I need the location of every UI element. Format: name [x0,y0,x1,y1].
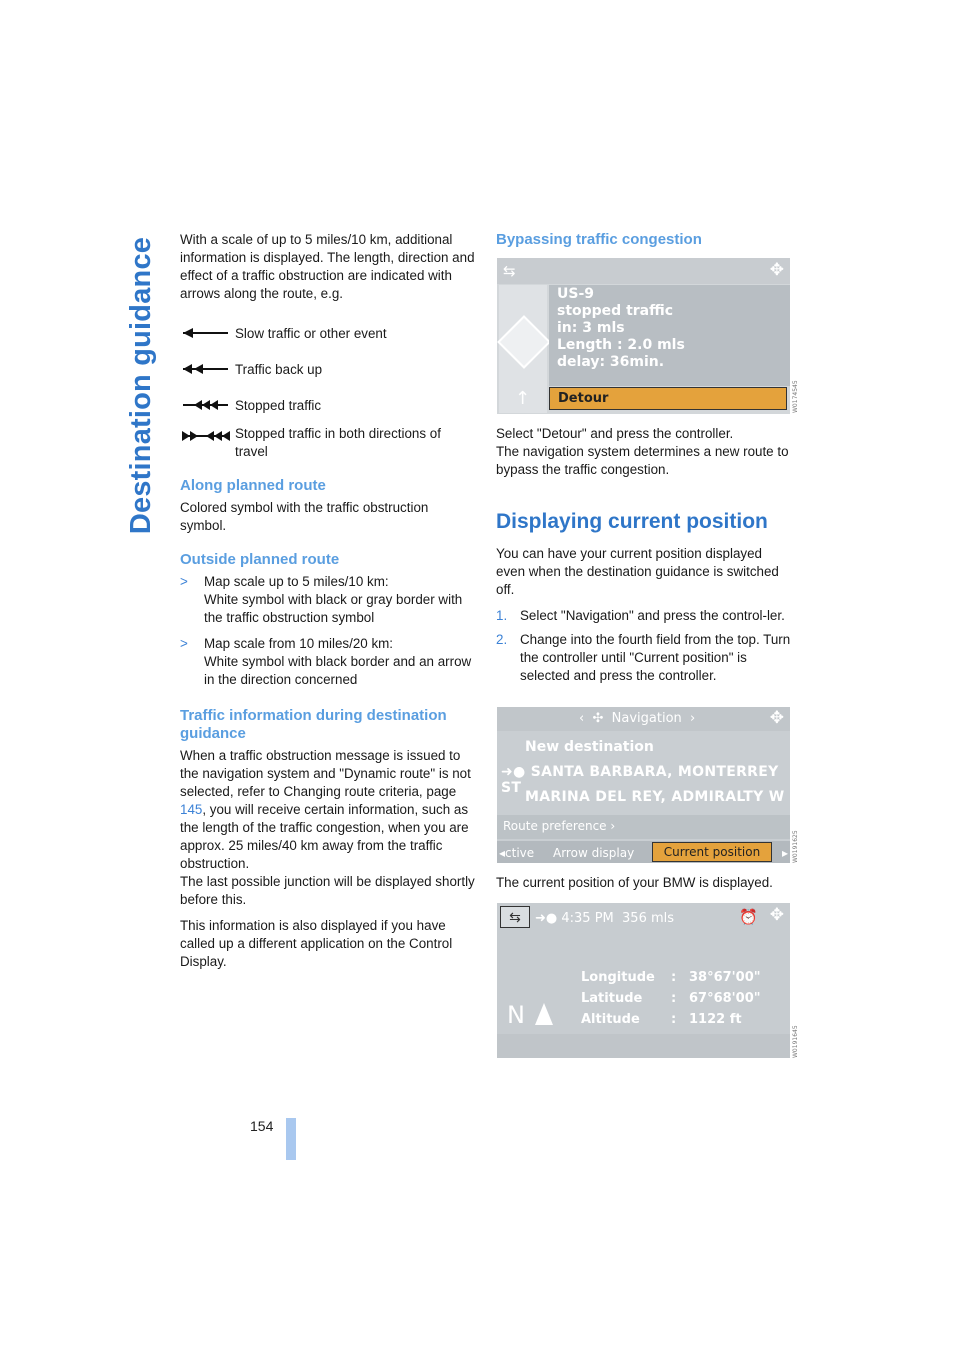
right-column [496,231,794,253]
symbol-list [180,325,475,461]
compass-arrow-icon [535,1003,553,1025]
compass-label: N [507,1001,525,1029]
position-row: Longitude : 38°67'00" [581,970,761,985]
side-title: Destination guidance [125,236,158,534]
traffic-info-heading: Traffic information during destination guidance [180,707,447,742]
page-marker-bar [286,1118,296,1160]
list-item: 2. Change into the fourth field from the top. Turn the controller until "Current position" is selected and press the controller. [496,632,791,683]
position-table [581,967,761,1030]
arrow-up-icon: ↑ [515,388,531,409]
menu-item-destination[interactable]: ➜● SANTA BARBARA, MONTERREY ST [501,764,779,796]
symbol-row [180,325,475,343]
list-item: > Map scale from 10 miles/20 km: White symbol with black border and an arrow in the direction concerned [180,636,472,687]
tab-current-position[interactable]: Current position [652,842,772,862]
symbol-label: Traffic back up [235,362,323,377]
menu-item-destination[interactable]: MARINA DEL REY, ADMIRALTY W [525,789,785,805]
back-icon[interactable]: ⇆ [503,262,516,280]
along-route-heading: Along planned route [180,477,326,494]
list-item: 1. Select "Navigation" and press the control-ler. [496,608,785,623]
bypass-heading: Bypassing traffic congestion [496,231,702,248]
traffic-info-text: When a traffic obstruction message is issued to the navigation system and "Dynamic route" is not selected, refer to Changing route criteria, page 145, you will receive certain information, such as the length of the traffic congestion, when you are approx. 25 miles/40 km away from the traffic obstruction. The last possible junction will be displayed shortly before this. [180,748,475,907]
bypass-text: Select "Detour" and press the controller. The navigation system determines a new route to bypass the traffic congestion. Displaying current position You can have your current position displayed even when the destination guidance is switched off. 1. Select "Navigation" and press the control-ler. 2. Change into the fourth field from the top. Turn the controller until "Current position" is selected and press the controller. [496,425,794,691]
current-position-text: The current position of your BMW is displayed. [496,875,773,890]
triple-arrow-icon [180,397,235,415]
chevron-left-icon: ‹ [579,711,585,726]
image-code: W0174545 [792,380,799,413]
page-link[interactable]: 145 [180,802,203,817]
image-code: W0191645 [792,1025,799,1058]
left-column [180,231,475,979]
along-route-text: Colored symbol with the traffic obstruction symbol. [180,500,429,533]
chevron-right-icon: › [690,711,696,726]
list-item: > Map scale up to 5 miles/10 km: White symbol with black or gray border with the traffic obstruction symbol [180,574,463,625]
symbol-label: Slow traffic or other event [235,326,387,341]
menu-title[interactable]: ‹ ✣ Navigation › [579,711,696,726]
single-arrow-icon [180,325,235,343]
image-code: W0191625 [792,830,799,863]
alarm-clock-icon[interactable]: ⏰ [739,909,758,926]
position-row: Altitude : 1122 ft [581,1012,742,1027]
current-position-screen [497,903,790,1058]
satellite-icon: ✣ [592,711,604,726]
status-line: ➜● 4:35 PM 356 mls [535,911,675,926]
route-preference-item[interactable]: Route preference › [503,819,616,833]
navigation-menu-screen [497,707,790,863]
back-icon[interactable]: ⇆ [500,906,530,928]
symbol-label: Stopped traffic in both directions of travel [235,426,441,459]
page-number: 154 [250,1118,274,1134]
arrow-right-icon[interactable]: ▸ [781,846,788,860]
detour-button[interactable]: Detour [549,387,787,410]
settings-icon[interactable]: ✥ [769,260,784,280]
symbol-row [180,397,475,415]
traffic-info-text-2: This information is also displayed if you have called up a different application on the Control Display. [180,918,453,969]
tab-arrow-display[interactable]: Arrow display [553,846,635,860]
tab-active[interactable]: ◂ctive [499,846,535,860]
menu-item-new-destination[interactable]: New destination [525,739,654,755]
settings-icon[interactable]: ✥ [769,708,784,727]
symbol-label: Stopped traffic [235,398,322,413]
display-position-text: You can have your current position displayed even when the destination guidance is switched off. [496,546,779,597]
symbol-row [180,425,475,461]
traffic-detour-screen [497,258,790,414]
bidirectional-arrow-icon [180,425,235,446]
traffic-message: US-9 stopped traffic in: 3 mls Length : 2.0 mls delay: 36min. [557,286,685,370]
settings-icon[interactable]: ✥ [769,905,784,924]
double-arrow-icon [180,361,235,379]
outside-route-heading: Outside planned route [180,551,340,568]
position-row: Latitude : 67°68'00" [581,991,761,1006]
symbol-row [180,361,475,379]
display-position-heading: Displaying current position [496,510,768,533]
intro-text: With a scale of up to 5 miles/10 km, additional information is displayed. The length, direction and effect of a traffic obstruction are indicated with arrows along the route, e.g. [180,232,475,301]
